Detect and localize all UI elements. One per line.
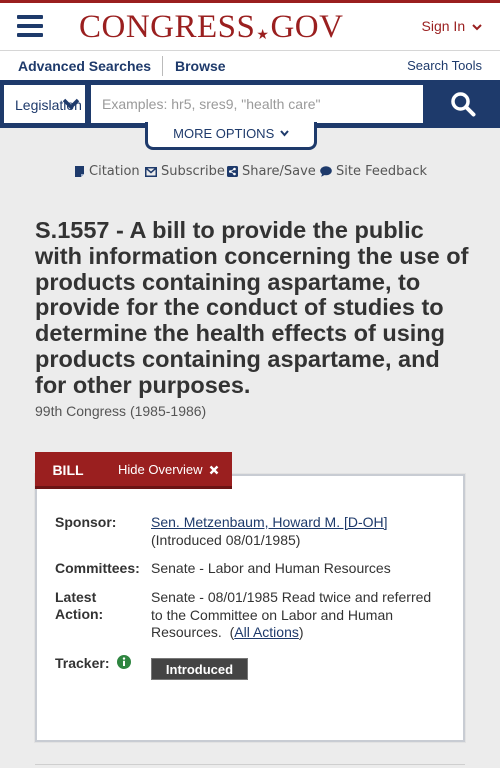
committees-label: Committees: [55, 560, 140, 576]
search-scope-select[interactable] [3, 84, 86, 124]
page-title: S.1557 - A bill to provide the public with information concerning the use of products containing aspartame, to provide for the conduct of studies to determine the health effects of using products containing aspartame, and for other purposes. [35, 217, 469, 398]
introduced-date: (Introduced 08/01/1985) [151, 531, 301, 548]
chevron-down-icon [280, 130, 289, 137]
sponsor-label: Sponsor: [55, 514, 117, 530]
hamburger-menu-icon[interactable] [17, 15, 43, 37]
citation-link[interactable]: Citation [74, 164, 140, 179]
advanced-searches-link[interactable]: Advanced Searches [18, 58, 152, 74]
nav-divider [162, 56, 163, 76]
search-input[interactable] [90, 84, 424, 124]
section-divider [35, 764, 465, 765]
more-options-button[interactable]: MORE OPTIONS [145, 122, 317, 150]
latest-action-label: Latest Action: [55, 589, 104, 622]
sponsor-value [151, 514, 451, 549]
search-bar [0, 80, 500, 128]
tab-bill[interactable]: BILL [35, 452, 101, 489]
hide-overview-button[interactable]: Hide Overview [101, 452, 232, 489]
latest-action-value: Senate - 08/01/1985 Read twice and referred to the Committee on Labor and Human Resources. (All Actions) [151, 589, 432, 640]
chevron-down-icon [62, 98, 80, 111]
browse-link[interactable]: Browse [175, 58, 226, 74]
speech-bubble-icon [320, 166, 332, 177]
sponsor-link[interactable]: Sen. Metzenbaum, Howard M. [D-OH] [151, 514, 388, 530]
site-feedback-link[interactable]: Site Feedback [320, 164, 427, 179]
tracker-label: Tracker: [55, 655, 131, 672]
all-actions-link[interactable]: All Actions [234, 624, 299, 640]
bill-overview-panel [35, 474, 465, 742]
committees-value: Senate - Labor and Human Resources [151, 560, 391, 576]
subscribe-link[interactable]: Subscribe [145, 164, 225, 179]
chevron-down-icon [472, 24, 482, 31]
citation-icon [74, 166, 85, 178]
congress-gov-logo[interactable]: CONGRESS★GOV [79, 9, 344, 45]
search-icon [450, 91, 476, 117]
tab-shadow [35, 486, 232, 489]
share-icon [227, 166, 238, 177]
envelope-icon [145, 167, 157, 177]
close-icon [209, 465, 219, 475]
sign-in-link[interactable]: Sign In [422, 18, 482, 34]
info-icon[interactable] [117, 655, 131, 669]
search-tools-link[interactable]: Search Tools [407, 58, 482, 73]
tracker-status-badge: Introduced [151, 658, 248, 680]
search-button[interactable] [428, 80, 500, 128]
page-actions [74, 164, 434, 182]
congress-session: 99th Congress (1985-1986) [35, 403, 207, 419]
top-bar [0, 0, 500, 50]
share-save-link[interactable]: Share/Save [227, 164, 316, 179]
main-nav [0, 50, 500, 80]
search-scope-value: Legislation [15, 97, 82, 113]
